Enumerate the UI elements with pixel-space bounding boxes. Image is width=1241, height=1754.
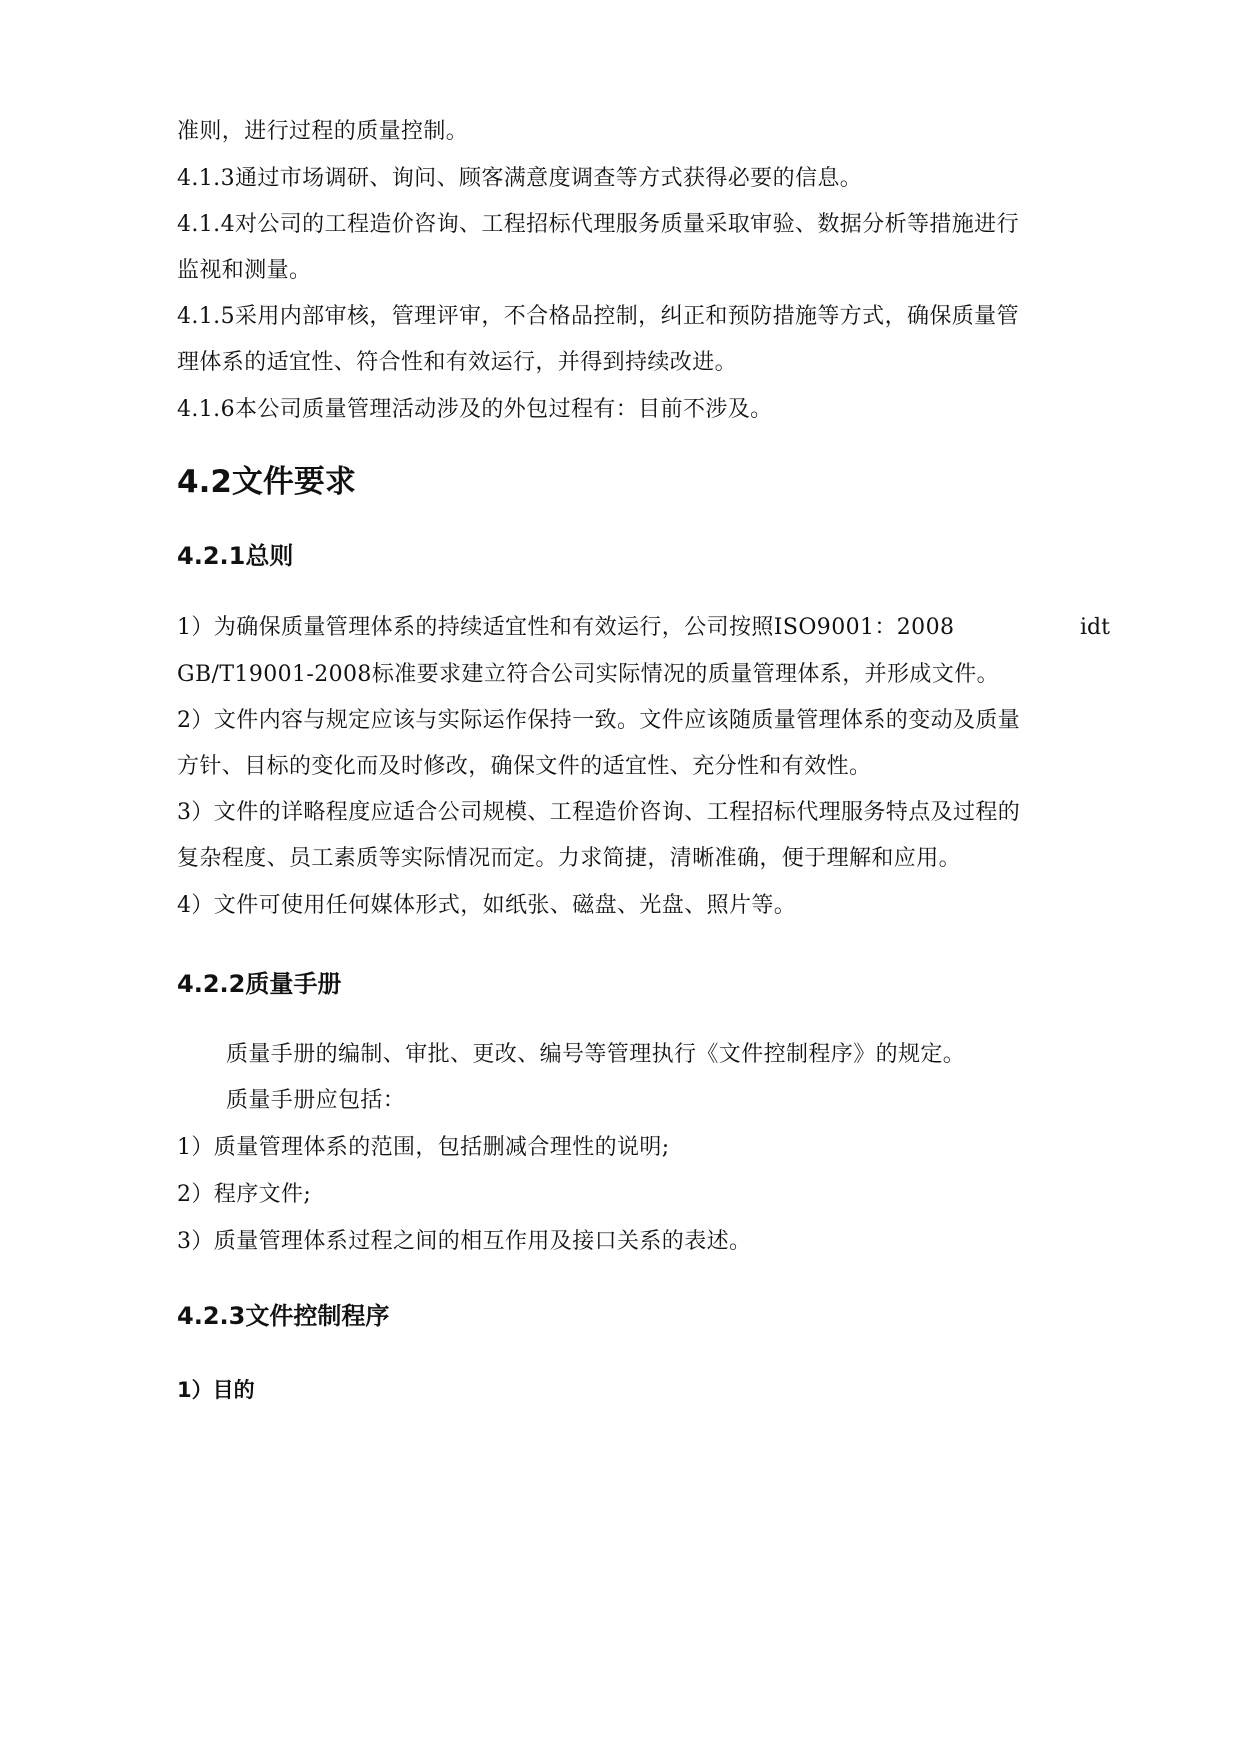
- paragraph-line: 4.1.5采用内部审核，管理评审，不合格品控制，纠正和预防措施等方式，确保质量管: [177, 304, 1019, 329]
- paragraph-line: 4）文件可使用任何媒体形式，如纸张、磁盘、光盘、照片等。: [177, 893, 797, 918]
- paragraph-line: 1）为确保质量管理体系的持续适宜性和有效运行，公司按照ISO9001：2008: [177, 615, 955, 640]
- paragraph-line: 复杂程度、员工素质等实际情况而定。力求简捷，清晰准确，便于理解和应用。: [177, 846, 962, 871]
- section-heading-4-2-2: 4.2.2质量手册: [177, 970, 342, 998]
- section-heading-4-2-3: 4.2.3文件控制程序: [177, 1302, 390, 1330]
- paragraph-line: 3）文件的详略程度应适合公司规模、工程造价咨询、工程招标代理服务特点及过程的: [177, 800, 1021, 825]
- paragraph-line: 监视和测量。: [177, 258, 312, 283]
- paragraph-line: 理体系的适宜性、符合性和有效运行，并得到持续改进。: [177, 350, 738, 375]
- paragraph-line: 4.1.4对公司的工程造价咨询、工程招标代理服务质量采取审验、数据分析等措施进行: [177, 212, 1019, 237]
- section-heading-4-2-1: 4.2.1总则: [177, 542, 294, 570]
- paragraph-line: GB/T19001-2008标准要求建立符合公司实际情况的质量管理体系，并形成文件。: [177, 662, 1000, 687]
- list-item: 1）质量管理体系的范围，包括删减合理性的说明;: [177, 1135, 670, 1160]
- list-item: 2）程序文件;: [177, 1182, 312, 1207]
- paragraph-line: 4.1.3通过市场调研、询问、顾客满意度调查等方式获得必要的信息。: [177, 166, 863, 191]
- paragraph-line: 质量手册应包括：: [226, 1088, 406, 1113]
- subsection-heading: 1）目的: [177, 1378, 255, 1402]
- paragraph-line-tail: idt: [1080, 615, 1110, 640]
- paragraph-line: 4.1.6本公司质量管理活动涉及的外包过程有：目前不涉及。: [177, 397, 773, 422]
- section-heading-4-2: 4.2文件要求: [177, 464, 356, 500]
- paragraph-line: 2）文件内容与规定应该与实际运作保持一致。文件应该随质量管理体系的变动及质量: [177, 708, 1021, 733]
- paragraph-line: 准则，进行过程的质量控制。: [177, 119, 469, 144]
- paragraph-line: 质量手册的编制、审批、更改、编号等管理执行《文件控制程序》的规定。: [226, 1042, 966, 1067]
- list-item: 3）质量管理体系过程之间的相互作用及接口关系的表述。: [177, 1229, 752, 1254]
- paragraph-line: 方针、目标的变化而及时修改，确保文件的适宜性、充分性和有效性。: [177, 754, 872, 779]
